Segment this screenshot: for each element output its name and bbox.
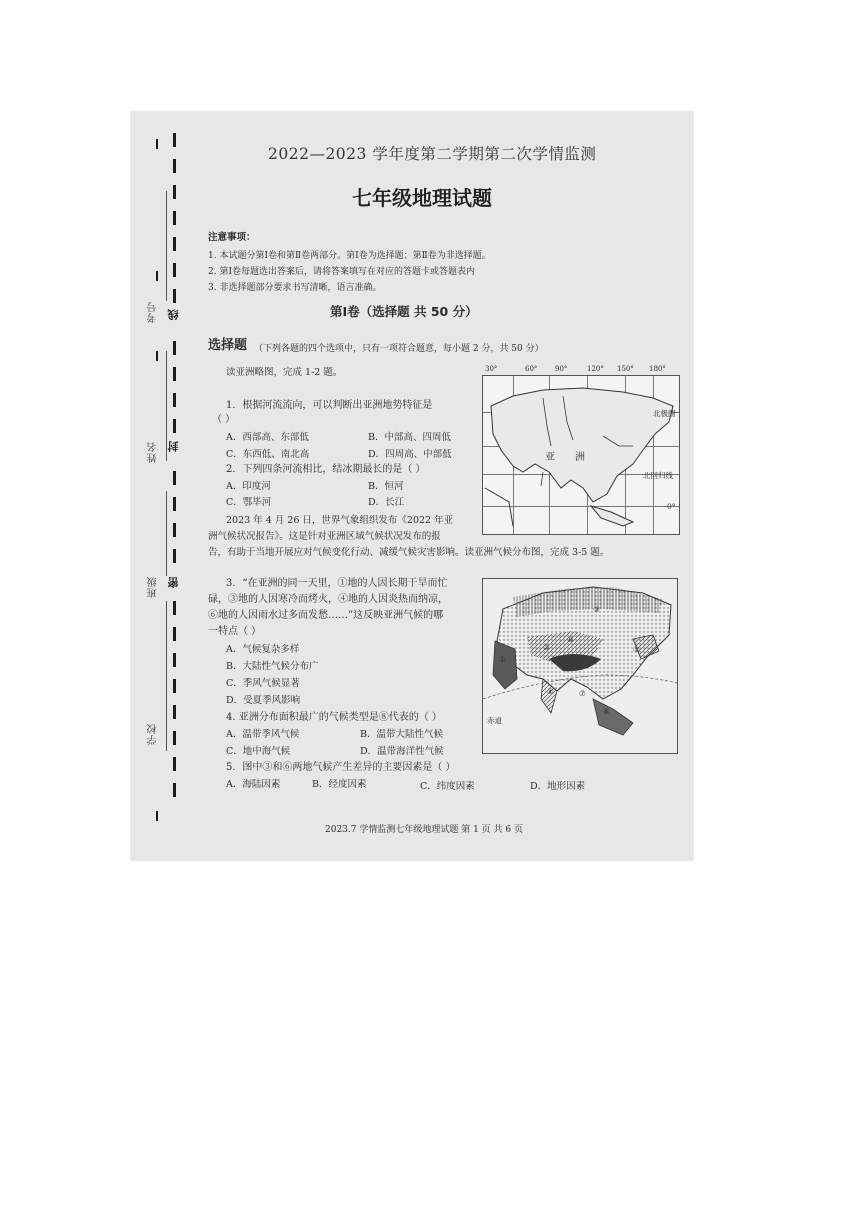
- seal-mi: 密: [167, 577, 180, 588]
- cut-dash: [173, 705, 176, 719]
- cut-dash: [156, 139, 158, 149]
- climate-marker: ⑤: [633, 645, 640, 654]
- choice-instructions: （下列各题的四个选项中，只有一项符合题意，每小题 2 分，共 50 分）: [254, 344, 544, 354]
- arctic-circle-label: 北极圈: [653, 409, 676, 418]
- exam-header: 2022—2023 学年度第二学期第二次学情监测: [268, 145, 597, 163]
- cut-dash: [173, 263, 176, 277]
- q4-option-a: A．温带季风气候: [226, 729, 300, 740]
- question-2: 2．下列四条河流相比，结冰期最长的是（ ）: [226, 464, 426, 475]
- note-item: 1. 本试题分第Ⅰ卷和第Ⅱ卷两部分。第Ⅰ卷为选择题；第Ⅱ卷为非选择题。: [208, 251, 491, 261]
- kaohao-line: [166, 191, 167, 301]
- asia-label: 洲: [575, 452, 585, 463]
- cut-dash: [173, 497, 176, 511]
- q1-option-c: C．东西低、南北高: [226, 449, 310, 460]
- cut-dash: [173, 523, 176, 537]
- longitude-label: 150°: [617, 365, 634, 373]
- cut-dash: [173, 237, 176, 251]
- note-item: 3. 非选择题部分要求书写清晰，语言准确。: [208, 283, 382, 293]
- q5-option-b: B．经度因素: [312, 779, 367, 790]
- longitude-label: 90°: [555, 365, 568, 373]
- q3-option-c: C．季风气候显著: [226, 678, 300, 689]
- banji-label: 班级: [148, 576, 159, 598]
- q1-option-d: D．四周高、中部低: [368, 449, 452, 460]
- q3-option-d: D．受夏季风影响: [226, 695, 301, 706]
- climate-marker: ①: [499, 655, 506, 664]
- note-item: 2. 第Ⅰ卷每题选出答案后，请将答案填写在对应的答题卡或答题表内: [208, 267, 476, 277]
- question-1: 1．根据河流流向，可以判断出亚洲地势特征是: [226, 400, 433, 411]
- q3-option-b: B．大陆性气候分布广: [226, 661, 319, 672]
- notes-title: 注意事项：: [208, 232, 256, 243]
- q4-option-b: B．温带大陆性气候: [360, 729, 443, 740]
- longitude-label: 30°: [485, 365, 498, 373]
- context-paragraph-line: 告，有助于当地开展应对气候变化行动、减缓气候灾害影响。读亚洲气候分布图，完成 3-5 题。: [208, 547, 610, 558]
- question-3-line: 一特点（ ）: [208, 626, 262, 637]
- page-footer: 2023.7 学情监测七年级地理试题 第 1 页 共 6 页: [325, 825, 523, 835]
- cut-dash: [156, 271, 158, 281]
- cut-dash: [173, 133, 176, 147]
- question-3-line: ⑥地的人因雨水过多而发愁……”这反映亚洲气候的哪: [208, 610, 444, 621]
- cut-dash: [173, 159, 176, 173]
- asia-climate-map: [482, 578, 678, 754]
- section-title: 第Ⅰ卷（选择题 共 50 分）: [330, 304, 478, 319]
- cut-dash: [173, 601, 176, 615]
- longitude-label: 120°: [587, 365, 604, 373]
- asia-sketch-map: [482, 365, 680, 535]
- exam-paper: [130, 111, 694, 861]
- q2-option-b: B．恒河: [368, 481, 404, 492]
- question-1-blank: （ ）: [212, 414, 236, 425]
- climate-marker: ③: [593, 605, 600, 614]
- cut-dash: [173, 185, 176, 199]
- q1-option-b: B．中部高、四周低: [368, 432, 451, 443]
- xuexiao-line: [166, 601, 167, 751]
- context-paragraph-line: 2023 年 4 月 26 日，世界气象组织发布《2022 年亚: [226, 515, 454, 526]
- map2-label: 赤道: [487, 716, 502, 725]
- q2-option-d: D．长江: [368, 497, 405, 508]
- q4-option-d: D．温带海洋性气候: [360, 746, 444, 757]
- cut-dash: [173, 367, 176, 381]
- climate-marker: ⑥: [603, 707, 610, 716]
- q2-option-a: A．印度河: [226, 481, 271, 492]
- binding-margin: [130, 111, 200, 861]
- question-5: 5．图中③和⑥两地气候产生差异的主要因素是（ ）: [226, 762, 456, 773]
- choice-heading: 选择题: [208, 338, 248, 353]
- xuexiao-label: 学校: [148, 723, 159, 745]
- q5-option-c: C．纬度因素: [420, 781, 475, 792]
- climate-marker: ②: [543, 643, 550, 652]
- climate-marker: ④: [547, 687, 554, 696]
- cut-dash: [173, 731, 176, 745]
- longitude-label: 60°: [525, 365, 538, 373]
- equator-label: 0°: [667, 502, 676, 511]
- cut-dash: [173, 783, 176, 797]
- q2-option-c: C．鄂毕河: [226, 497, 272, 508]
- q1-option-a: A．西部高、东部低: [226, 432, 309, 443]
- cut-dash: [173, 627, 176, 641]
- question-3-line: 碌，③地的人因寒冷而烤火，④地的人因炎热而纳凉，: [208, 594, 448, 605]
- cut-dash: [156, 811, 158, 821]
- exam-title: 七年级地理试题: [352, 186, 492, 210]
- tropic-label: 北回归线: [643, 471, 673, 480]
- cut-dash: [156, 351, 158, 361]
- cut-dash: [173, 211, 176, 225]
- q5-option-d: D．地形因素: [530, 781, 586, 792]
- banji-line: [166, 491, 167, 576]
- climate-marker: ⑧: [567, 635, 574, 644]
- cut-dash: [173, 679, 176, 693]
- q4-option-c: C．地中海气候: [226, 746, 291, 757]
- kaohao-label: 考号: [148, 301, 159, 323]
- seal-feng: 封: [167, 441, 180, 452]
- cut-dash: [173, 757, 176, 771]
- q3-option-a: A．气候复杂多样: [226, 644, 300, 655]
- question-3-line: 3．“在亚洲的同一天里，①地的人因长期干旱而忙: [226, 578, 448, 589]
- cut-dash: [173, 549, 176, 563]
- q5-option-a: A．海陆因素: [226, 779, 281, 790]
- climate-marker: ⑦: [579, 689, 586, 698]
- cut-dash: [173, 341, 176, 355]
- question-4: 4. 亚洲分布面积最广的气候类型是⑧代表的（ ）: [226, 712, 442, 723]
- seal-xian: 线: [167, 309, 180, 320]
- cut-dash: [173, 289, 176, 303]
- longitude-label: 180°: [649, 365, 666, 373]
- context-paragraph-line: 洲气候状况报告》。这是针对亚洲区域气候状况发布的报: [208, 531, 441, 542]
- cut-dash: [173, 653, 176, 667]
- cut-dash: [173, 419, 176, 433]
- cut-dash: [173, 393, 176, 407]
- intro-1-2: 读亚洲略图，完成 1-2 题。: [226, 367, 343, 378]
- asia-label: 亚: [545, 452, 555, 463]
- cut-dash: [173, 471, 176, 485]
- xingming-label: 姓名: [148, 441, 159, 463]
- climate-regions-map: [483, 579, 677, 753]
